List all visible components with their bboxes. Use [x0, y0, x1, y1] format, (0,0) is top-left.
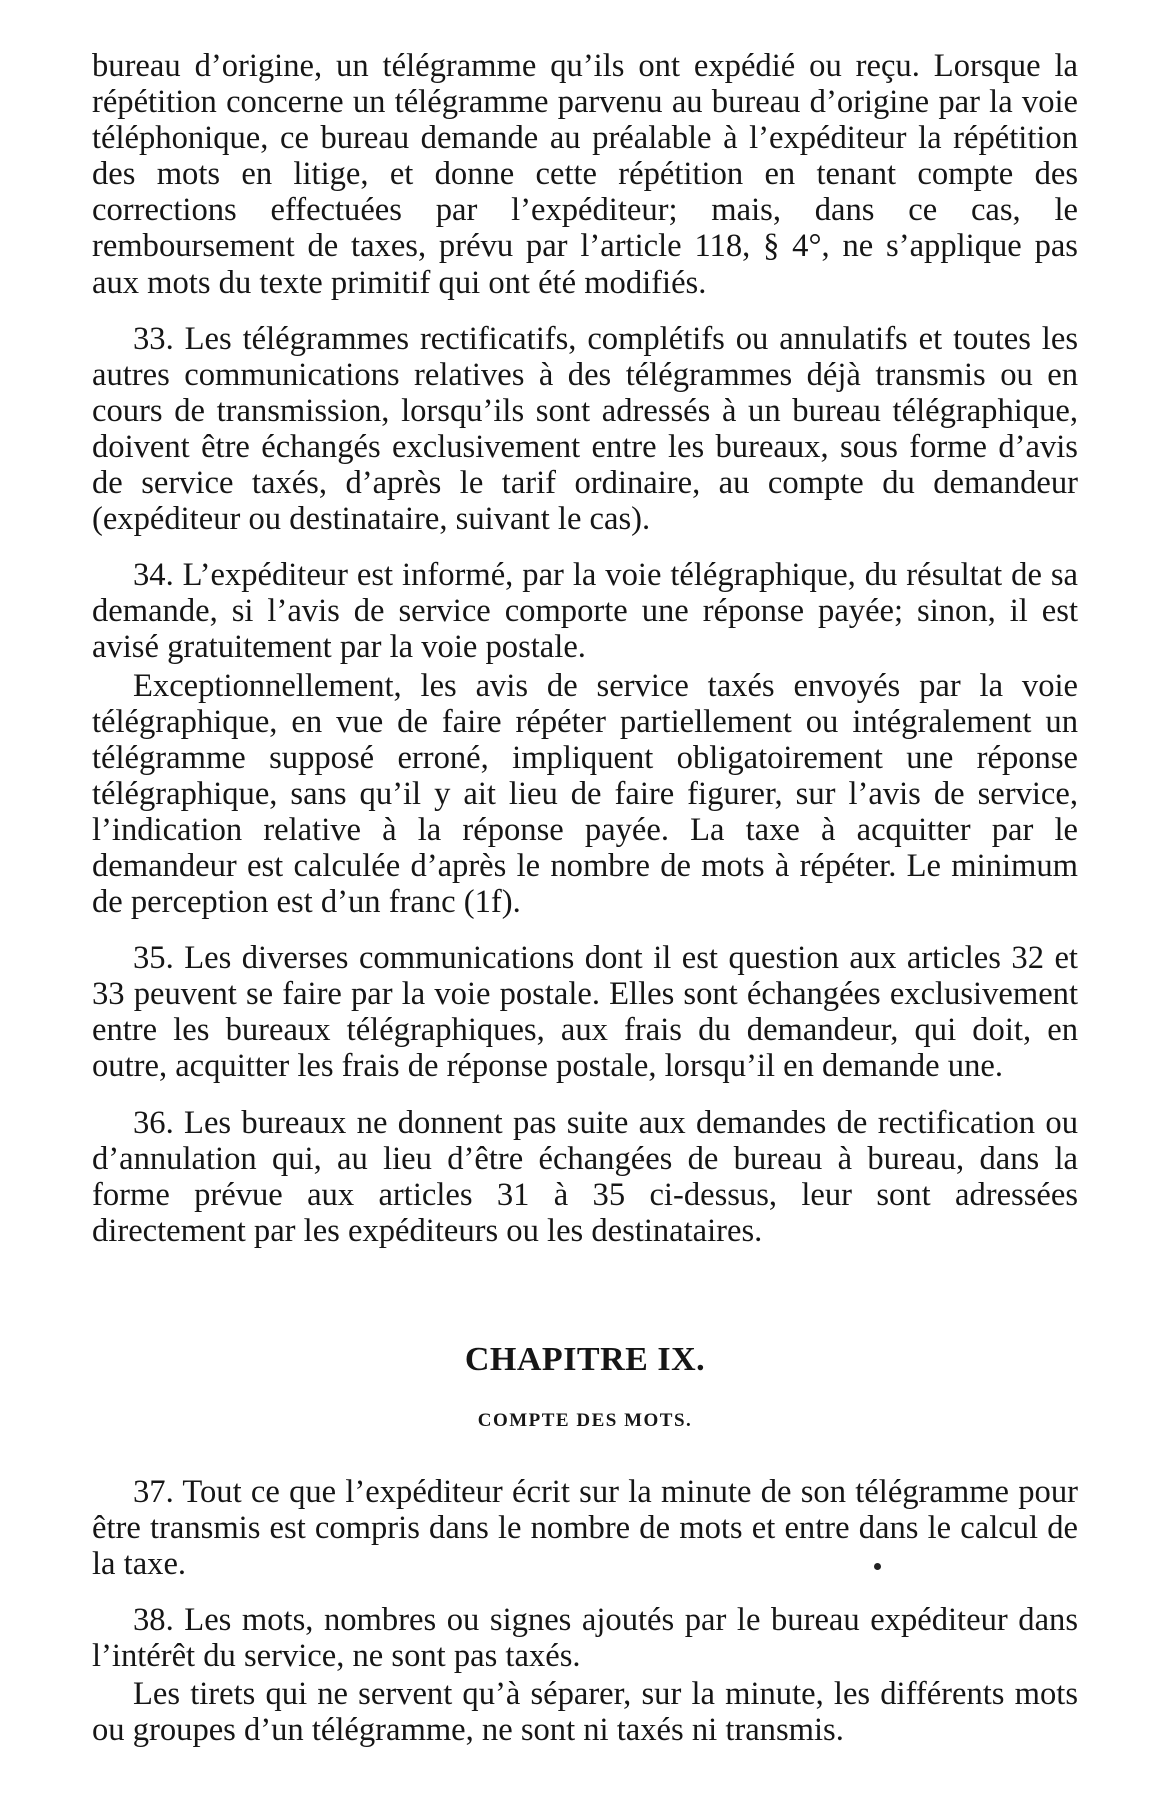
print-speck	[874, 1563, 881, 1570]
chapter-subtitle: COMPTE DES MOTS.	[477, 1409, 693, 1431]
paragraph-38: 38. Les mots, nombres ou signes ajoutés par le bureau expéditeur dans l’intérêt du service, ne sont pas taxés.	[92, 1602, 1078, 1675]
paragraph-34-exception: Exceptionnellement, les avis de service taxés envoyés par la voie télégraphique, en vue de faire répéter partiellement ou intégralement un télégramme supposé erroné, impliquent obligatoirement une réponse télégraphique, sans qu’il y ait lieu de faire figurer, sur l’avis de service, l’indication relative à la réponse payée. La taxe à acquitter par le demandeur est calculée d’après le nombre de mots à répéter. Le minimum de perception est d’un franc (1f).	[92, 667, 1078, 921]
document-page	[92, 48, 1078, 1749]
paragraph-37: 37. Tout ce que l’expéditeur écrit sur la minute de son télégramme pour être transmis est compris dans le nombre de mots et entre dans le calcul de la taxe.	[92, 1473, 1078, 1583]
paragraph-36: 36. Les bureaux ne donnent pas suite aux demandes de rectification ou d’annulation qui, au lieu d’être échangées de bureau à bureau, dans la forme prévue aux articles 31 à 35 ci-dessus, leur sont adressées directement par les expéditeurs ou les destinataires.	[92, 1104, 1078, 1249]
paragraph-33: 33. Les télégrammes rectificatifs, complétifs ou annulatifs et toutes les autres communications relatives à des télégrammes déjà transmis ou en cours de transmission, lorsqu’ils sont adressés à un bureau télégraphique, doivent être échangés exclusivement entre les bureaux, sous forme d’avis de service taxés, d’après le tarif ordinaire, au compte du demandeur (expéditeur ou destinataire, suivant le cas).	[92, 320, 1078, 538]
paragraph-35: 35. Les diverses communications dont il est question aux articles 32 et 33 peuvent se faire par la voie postale. Elles sont échangées exclusivement entre les bureaux télégraphiques, aux frais du demandeur, qui doit, en outre, acquitter les frais de réponse postale, lorsqu’il en demande une.	[92, 940, 1078, 1085]
paragraph-34: 34. L’expéditeur est informé, par la voie télégraphique, du résultat de sa demande, si l’avis de service comporte une réponse payée; sinon, il est avisé gratuitement par la voie postale.	[92, 557, 1078, 666]
paragraph-32-continuation: bureau d’origine, un télégramme qu’ils ont expédié ou reçu. Lorsque la répétition concerne un télégramme parvenu au bureau d’origine par la voie téléphonique, ce bureau demande au préalable à l’expéditeur la répétition des mots en litige, et donne cette répétition en tenant compte des corrections effectuées par l’expéditeur; mais, dans ce cas, le remboursement de taxes, prévu par l’article 118, § 4°, ne s’applique pas aux mots du texte primitif qui ont été modifiés.	[92, 48, 1078, 301]
paragraph-38-continuation: Les tirets qui ne servent qu’à séparer, sur la minute, les différents mots ou groupes d’un télégramme, ne sont ni taxés ni transmis.	[92, 1676, 1078, 1749]
chapter-title: CHAPITRE IX.	[464, 1340, 706, 1378]
